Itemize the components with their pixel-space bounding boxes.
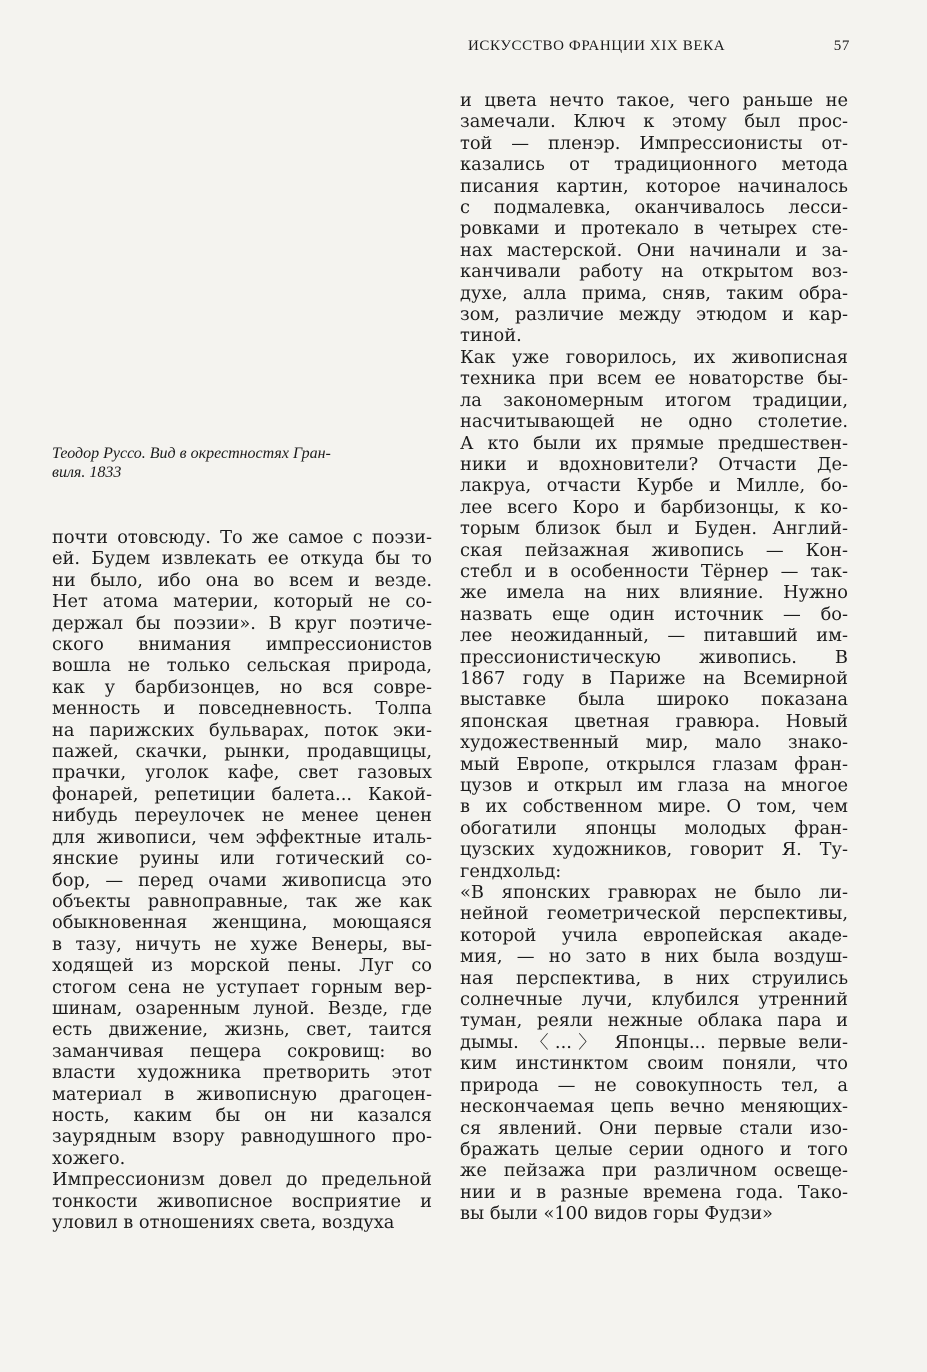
text-line: вошла не только сельская природа, <box>52 655 432 677</box>
text-line: нибудь переулочек не менее ценен <box>52 805 432 827</box>
text-line: тонкости живописное восприятие и <box>52 1190 432 1212</box>
text-line: как у барбизонцев, но вся совре- <box>52 676 432 698</box>
text-line: материал в живописную драгоцен- <box>52 1083 432 1105</box>
text-line: ная перспектива, в них струились <box>460 967 848 989</box>
text-line: 1867 году в Париже на Всемирной <box>460 667 848 689</box>
text-line: Нет атома материи, который не со- <box>52 591 432 613</box>
text-line: лее всего Коро и барбизонцы, к ко- <box>460 496 848 518</box>
text-line: ровками и протекало в четырех сте- <box>460 218 848 240</box>
text-line: почти отовсюду. То же самое с поэзи- <box>52 527 432 548</box>
text-line: в их собственном мире. О том, чем <box>460 796 848 818</box>
text-line: солнечные лучи, клубился утренний <box>460 989 848 1011</box>
text-line: зом, различие между этюдом и кар- <box>460 304 848 326</box>
text-line: цузских художников, говорит Я. Ту- <box>460 839 848 861</box>
text-line: тиной. <box>460 325 522 347</box>
text-line: лакруа, отчасти Курбе и Милле, бо- <box>460 475 848 497</box>
text-line: нии и в разные времена года. Тако- <box>460 1181 848 1203</box>
text-line: фонарей, репетиции балета... Какой- <box>52 783 432 805</box>
text-line: обогатили японцы молодых фран- <box>460 817 848 839</box>
text-line: ходящей из морской пены. Луг со <box>52 955 432 977</box>
text-line: для живописи, чем эффектные италь- <box>52 826 432 848</box>
text-line: природа — не совокупность тел, а <box>460 1074 848 1096</box>
text-line: которой учила европейская акаде- <box>460 924 848 946</box>
text-line: и цвета нечто такое, чего раньше не <box>460 90 848 111</box>
text-line: ни было, ибо она во всем и везде. <box>52 569 432 591</box>
text-line: ким инстинктом своим поняли, что <box>460 1053 848 1075</box>
text-line: бор, — перед очами живописца это <box>52 869 432 891</box>
text-line: ского внимания импрессионистов <box>52 634 432 656</box>
text-line: держал бы поэзии». В круг поэтиче- <box>52 612 432 634</box>
text-line: пажей, скачки, рынки, продавщицы, <box>52 741 432 763</box>
text-line: нах мастерской. Они начинали и за- <box>460 239 848 261</box>
left-text-column <box>52 527 432 1233</box>
text-line: лее неожиданный, — питавший им- <box>460 625 848 647</box>
text-line: той — пленэр. Импрессионисты от- <box>460 132 848 154</box>
text-line: на парижских бульварах, поток эки- <box>52 719 432 741</box>
text-line: ей. Будем извлекать ее откуда бы то <box>52 548 432 570</box>
right-text-column <box>460 90 848 1225</box>
text-line: выставке была широко показана <box>460 689 848 711</box>
text-line: обыкновенная женщина, моющаяся <box>52 912 432 934</box>
text-line: ся явлений. Они первые стали изо- <box>460 1117 848 1139</box>
page-number: 57 <box>833 38 850 54</box>
text-line: художественный мир, мало знако- <box>460 732 848 754</box>
text-line: Импрессионизм довел до предельной <box>52 1169 432 1191</box>
text-line: есть движение, жизнь, свет, таится <box>52 1019 432 1041</box>
text-line: стогом сена не уступает горным вер- <box>52 976 432 998</box>
text-line: власти художника претворить этот <box>52 1062 432 1084</box>
text-line: заурядным взору равнодушного про- <box>52 1126 432 1148</box>
text-line: нескончаемая цепь вечно меняющих- <box>460 1096 848 1118</box>
text-line: торым близок был и Буден. Англий- <box>460 518 848 540</box>
text-line: канчивали работу на открытом воз- <box>460 261 848 283</box>
text-line: стебл и в особенности Тёрнер — так- <box>460 560 848 582</box>
text-line: А кто были их прямые предшествен- <box>460 432 848 454</box>
text-line: техника при всем ее новаторстве бы- <box>460 368 848 390</box>
text-line: Как уже говорилось, их живописная <box>460 346 848 368</box>
text-line: бражать целые серии одного и того <box>460 1138 848 1160</box>
text-line: объекты равноправные, так же как <box>52 890 432 912</box>
text-line: ская пейзажная живопись — Кон- <box>460 539 848 561</box>
caption-line: виля. 1833 <box>52 464 122 481</box>
text-line: же имела на них влияние. Нужно <box>460 582 848 604</box>
text-line: уловил в отношениях света, воздуха <box>52 1212 395 1233</box>
text-line: прессионистическую живопись. В <box>460 646 848 668</box>
text-line: менность и повседневность. Толпа <box>52 698 432 720</box>
text-line: казались от традиционного метода <box>460 154 848 176</box>
text-line: вы были «100 видов горы Фудзи» <box>460 1203 773 1225</box>
text-line: же пейзажа при различном освеще- <box>460 1160 848 1182</box>
text-line: мия, — но зато в них была воздуш- <box>460 946 848 968</box>
text-line: гендхольд: <box>460 860 562 882</box>
text-line: нейной геометрической перспективы, <box>460 903 848 925</box>
text-line: «В японских гравюрах не было ли- <box>460 882 848 904</box>
text-line: прачки, уголок кафе, свет газовых <box>52 762 432 784</box>
text-line: духе, алла прима, сняв, таким обра- <box>460 282 848 304</box>
text-line: замечали. Ключ к этому был прос- <box>460 111 848 133</box>
text-line: заманчивая пещера сокровищ: во <box>52 1040 432 1062</box>
text-line: ла закономерным итогом традиции, <box>460 389 848 411</box>
text-line: насчитывающей не одно столетие. <box>460 411 848 433</box>
running-header <box>468 38 850 55</box>
text-line: ники и вдохновители? Отчасти Де- <box>460 453 848 475</box>
running-title: ИСКУССТВО ФРАНЦИИ XIX ВЕКА <box>468 38 726 54</box>
text-line: с подмалевка, оканчивалось лесси- <box>460 197 848 219</box>
text-line: в тазу, ничуть не хуже Венеры, вы- <box>52 933 432 955</box>
text-line: писания картин, которое начиналось <box>460 175 848 197</box>
text-line: цузов и открыл им глаза на многое <box>460 775 848 796</box>
caption-line: Теодор Руссо. Вид в окрестностях Гран- <box>52 445 331 462</box>
text-line: назвать еще один источник — бо- <box>460 603 848 625</box>
text-line: японская цветная гравюра. Новый <box>460 710 848 732</box>
illustration-caption <box>52 444 432 482</box>
text-line: мый Европе, открылся глазам фран- <box>460 753 848 775</box>
text-line: хожего. <box>52 1147 126 1169</box>
text-line: туман, реяли нежные облака пара и <box>460 1010 848 1032</box>
text-line: шинам, озаренным луной. Везде, где <box>52 997 432 1019</box>
text-line: ность, каким бы он ни казался <box>52 1104 432 1126</box>
text-line: янские руины или готический со- <box>52 848 432 870</box>
text-line: дымы. 〈...〉 Японцы... первые вели- <box>460 1031 848 1053</box>
